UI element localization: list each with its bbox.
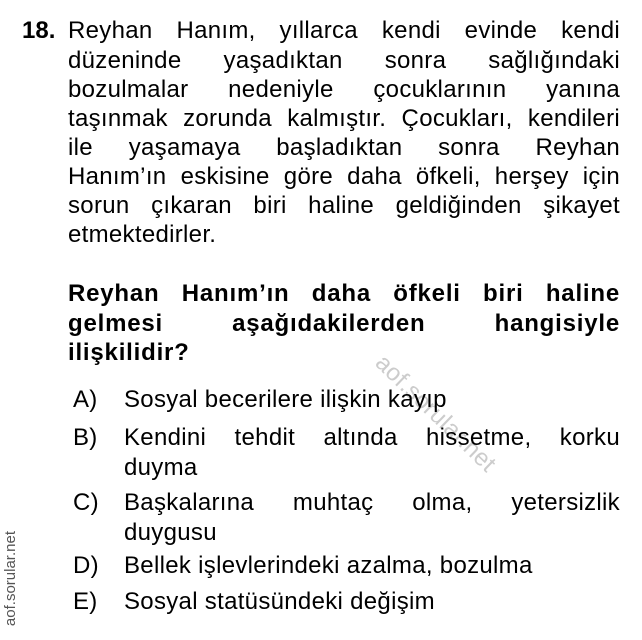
stem-line: bozulmalar nedeniyle çocuklarının yanına <box>68 75 620 103</box>
stem-line: Hanım’ın eskisine göre daha öfkeli, herşey için <box>68 163 620 191</box>
option-a <box>73 385 620 414</box>
option-d <box>73 551 620 580</box>
option-text-line: Sosyal becerilere ilişkin kayıp <box>124 386 447 414</box>
option-text-line: Başkalarına muhtaç olma, yetersizlik <box>124 489 620 517</box>
stem-line: düzeninde yaşadıktan sonra sağlığındaki <box>68 46 620 74</box>
prompt-line: Reyhan Hanım’ın daha öfkeli biri haline <box>68 280 620 308</box>
option-text <box>124 488 620 546</box>
prompt-line: ilişkilidir? <box>68 338 190 366</box>
option-text-line: Sosyal statüsündeki değişim <box>124 588 435 616</box>
option-text-line: duyma <box>124 453 198 481</box>
stem-line: ile yaşamaya başladıktan sonra Reyhan <box>68 133 620 161</box>
option-letter: B) <box>73 424 98 452</box>
option-letter: A) <box>73 386 98 414</box>
option-letter: C) <box>73 489 99 517</box>
option-text-line: Kendini tehdit altında hissetme, korku <box>124 424 620 452</box>
stem-line: Reyhan Hanım, yıllarca kendi evinde kendi <box>68 17 620 45</box>
prompt-line: gelmesi aşağıdakilerden hangisiyle <box>68 309 620 337</box>
option-b <box>73 423 620 481</box>
option-text <box>124 551 620 580</box>
option-e <box>73 587 620 616</box>
option-text <box>124 385 620 414</box>
question-prompt <box>68 279 620 366</box>
option-letter: E) <box>73 588 98 616</box>
side-watermark: aof.sorular.net <box>2 531 19 627</box>
option-text <box>124 587 620 616</box>
question-number: 18. <box>22 17 56 45</box>
question-stem <box>68 16 620 249</box>
stem-line: etmektedirler. <box>68 221 217 249</box>
option-c <box>73 488 620 546</box>
option-text-line: Bellek işlevlerindeki azalma, bozulma <box>124 552 533 580</box>
option-letter: D) <box>73 552 99 580</box>
option-text-line: duygusu <box>124 518 217 546</box>
diagonal-watermark: aof.sorular.net <box>369 349 502 478</box>
option-text <box>124 423 620 481</box>
stem-line: sorun çıkaran biri haline geldiğinden şikayet <box>68 192 620 220</box>
stem-line: taşınmak zorunda kalmıştır. Çocukları, kendileri <box>68 104 620 132</box>
